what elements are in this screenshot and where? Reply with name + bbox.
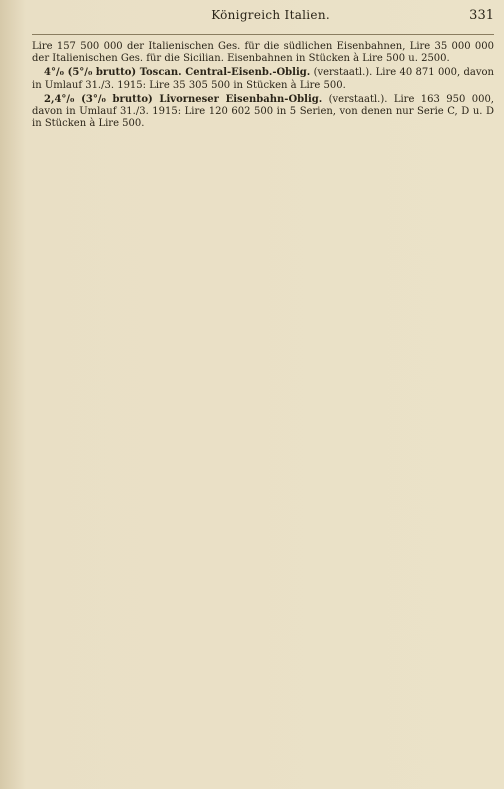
page-number: 331: [469, 8, 494, 23]
paragraph-3: [32, 94, 494, 131]
paragraph-2-lead: 4°/₀ (5°/₀ brutto) Toscan. Central-Eisenb.-Oblig.: [44, 67, 311, 79]
paragraph-1: [32, 41, 494, 65]
paragraph-2: [32, 67, 494, 91]
page-header: [32, 8, 494, 35]
paragraph-3-lead: 2,4°/₀ (3°/₀ brutto) Livorneser Eisenbahn-Oblig.: [44, 93, 323, 105]
text-body: [32, 41, 494, 781]
paragraph-2-text: (verstaatl.). Lire 40 871 000, davon in Umlauf 31./3. 1915: Lire 35 305 500 in Stücken à Lire 500.: [32, 67, 494, 91]
paragraph-1-text: Lire 157 500 000 der Italienischen Ges. für die südlichen Eisenbahnen, Lire 35 000 000 der Italienischen Ges. für die Sicilian. Eisenbahnen in Stücken à Lire 500 u. 2500.: [32, 41, 494, 65]
running-title: Königreich Italien.: [211, 8, 330, 22]
paragraph-3-text: (verstaatl.). Lire 163 950 000, davon in Umlauf 31./3. 1915: Lire 120 602 500 in 5 Serien, von denen nur Serie C, D u. D in Stücken à Lire 500.: [32, 93, 494, 130]
